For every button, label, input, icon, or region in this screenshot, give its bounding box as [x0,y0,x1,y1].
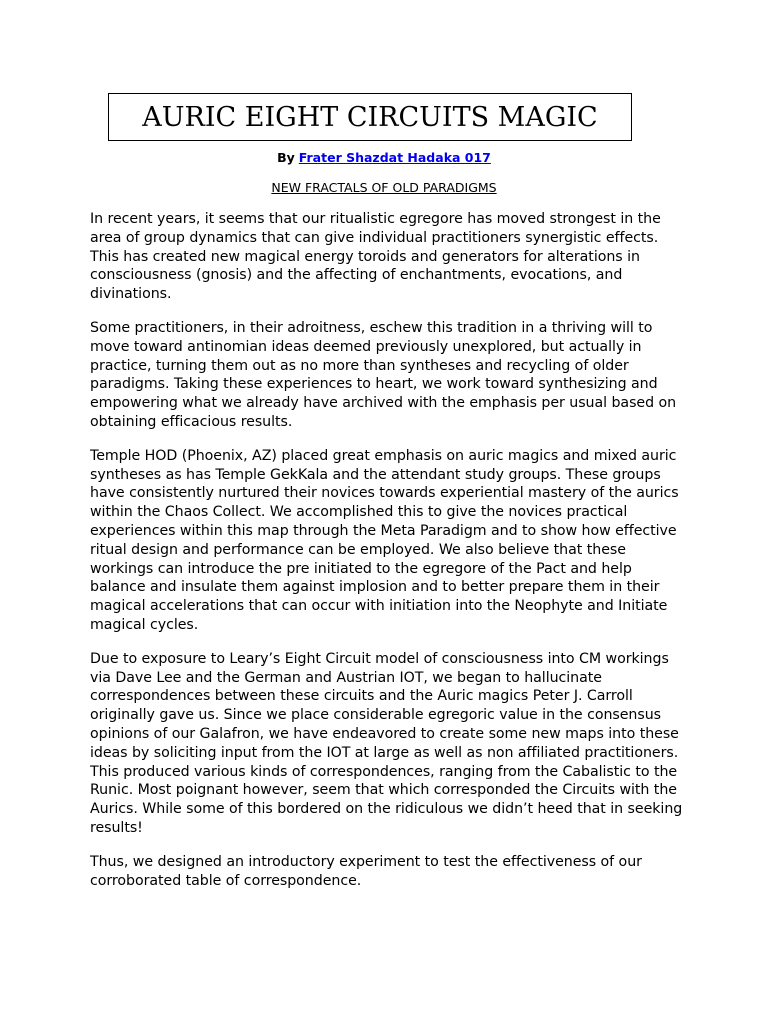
paragraph-5: Thus, we designed an introductory experiment to test the effectiveness of our corroborated table of correspondence. [90,853,642,889]
title-box [108,93,632,141]
paragraph-1: In recent years, it seems that our ritualistic egregore has moved strongest in the area of group dynamics that can give individual practitioners synergistic effects. This has created new magical energy toroids and generators for alterations in consciousness (gnosis) and the affecting of enchantments, evocations, and divinations. [90,211,661,303]
byline-prefix: By [277,150,295,165]
byline [0,150,768,165]
paragraph-4: Due to exposure to Leary’s Eight Circuit model of consciousness into CM workings via Dave Lee and the German and Austrian IOT, we began to hallucinate correspondences between these circuits and the Auric magics Peter J. Carroll originally gave us. Since we place considerable egregoric value in the consensus opinions of our Galafron, we have endeavored to create some new maps into these ideas by soliciting input from the IOT at large as well as non affiliated practitioners. This produced various kinds of correspondences, ranging from the Cabalistic to the Runic. Most poignant however, seem that which corresponded the Circuits with the Aurics. While some of this bordered on the ridiculous we didn’t heed that in seeking results! [90,650,683,836]
paragraph-2: Some practitioners, in their adroitness, eschew this tradition in a thriving will to move toward antinomian ideas deemed previously unexplored, but actually in practice, turning them out as no more than syntheses and recycling of older paradigms. Taking these experiences to heart, we work toward synthesizing and empowering what we already have archived with the emphasis per usual based on obtaining efficacious results. [90,319,677,430]
paragraph-3: Temple HOD (Phoenix, AZ) placed great emphasis on auric magics and mixed auric syntheses as has Temple GekKala and the attendant study groups. These groups have consistently nurtured their novices towards experiential mastery of the aurics within the Chaos Collect. We accomplished this to give the novices practical experiences within this map through the Meta Paradigm and to show how effective ritual design and performance can be employed. We also believe that these workings can introduce the pre initiated to the egregore of the Pact and help balance and insulate them against implosion and to better prepare them in their magical accelerations that can occur with initiation into the Neophyte and Initiate magical cycles. [90,447,679,633]
author-link[interactable]: Frater Shazdat Hadaka 017 [298,150,491,165]
document-subtitle: NEW FRACTALS OF OLD PARADIGMS [271,180,497,195]
document-title: AURIC EIGHT CIRCUITS MAGIC [142,101,598,133]
body-text [90,210,690,905]
